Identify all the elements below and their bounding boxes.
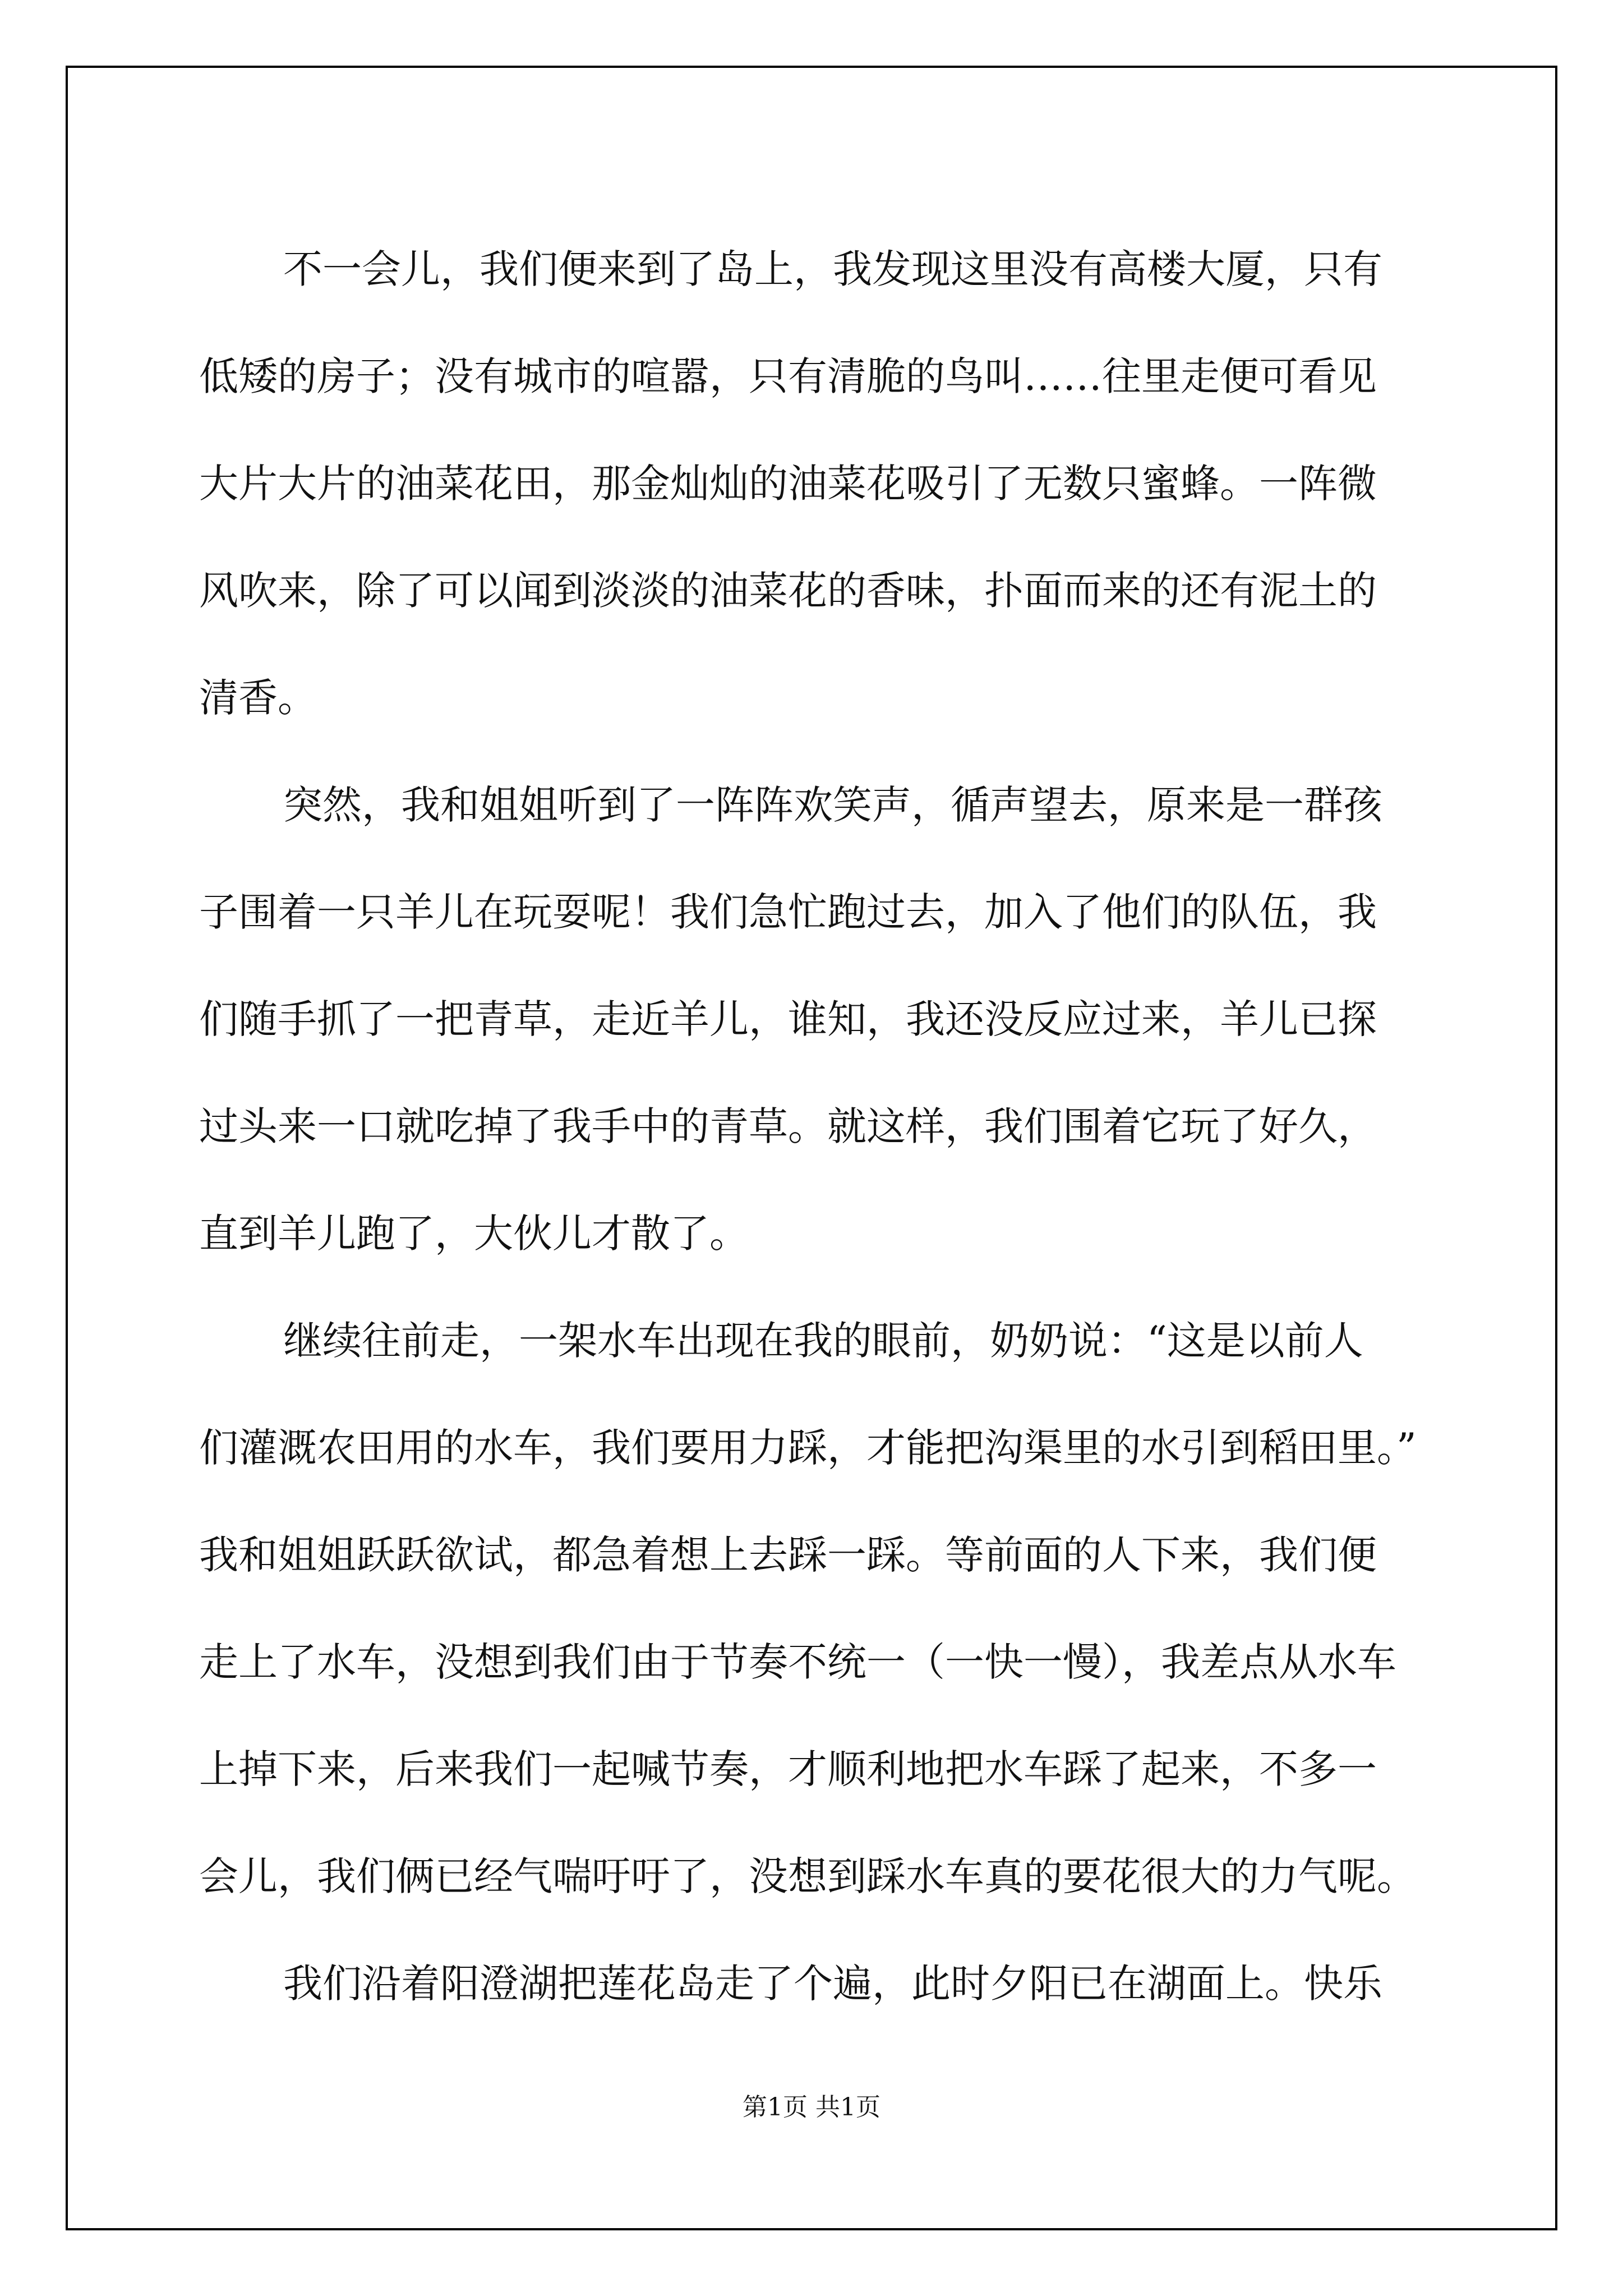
text-line: 我和姐姐跃跃欲试，都急着想上去踩一踩。等前面的人下来，我们便 <box>199 1532 1377 1578</box>
text-line: 大片大片的油菜花田，那金灿灿的油菜花吸引了无数只蜜蜂。一阵微 <box>199 461 1377 507</box>
text-line: 突然，我和姐姐听到了一阵阵欢笑声，循声望去，原来是一群孩 <box>283 782 1382 828</box>
text-line: 们随手抓了一把青草，走近羊儿，谁知，我还没反应过来，羊儿已探 <box>199 996 1377 1042</box>
text-line: 直到羊儿跑了，大伙儿才散了。 <box>199 1211 749 1257</box>
page-footer: 第1页 共1页 <box>743 2093 880 2122</box>
text-line: 上掉下来，后来我们一起喊节奏，才顺利地把水车踩了起来，不多一 <box>199 1746 1377 1792</box>
text-line: 不一会儿，我们便来到了岛上，我发现这里没有高楼大厦，只有 <box>283 246 1382 292</box>
text-line: 风吹来，除了可以闻到淡淡的油菜花的香味，扑面而来的还有泥土的 <box>199 568 1377 614</box>
text-line: 会儿，我们俩已经气喘吁吁了，没想到踩水车真的要花很大的力气呢。 <box>199 1853 1416 1899</box>
paragraph-2 <box>199 752 1423 1287</box>
text-line: 清香。 <box>199 675 317 721</box>
paragraph-4 <box>199 1930 1423 2037</box>
text-line: 子围着一只羊儿在玩耍呢！我们急忙跑过去，加入了他们的队伍，我 <box>199 889 1377 935</box>
text-line: 继续往前走，一架水车出现在我的眼前，奶奶说：“这是以前人 <box>283 1318 1363 1364</box>
document-body <box>199 216 1423 2037</box>
paragraph-3 <box>199 1287 1423 1930</box>
text-line: 低矮的房子；没有城市的喧嚣，只有清脆的鸟叫……往里走便可看见 <box>199 353 1377 399</box>
text-line: 过头来一口就吃掉了我手中的青草。就这样，我们围着它玩了好久， <box>199 1103 1377 1149</box>
text-line: 们灌溉农田用的水车，我们要用力踩，才能把沟渠里的水引到稻田里。” <box>199 1425 1417 1471</box>
paragraph-1 <box>199 216 1423 752</box>
text-line: 我们沿着阳澄湖把莲花岛走了个遍，此时夕阳已在湖面上。快乐 <box>283 1961 1382 2007</box>
text-line: 走上了水车，没想到我们由于节奏不统一（一快一慢），我差点从水车 <box>199 1639 1396 1685</box>
